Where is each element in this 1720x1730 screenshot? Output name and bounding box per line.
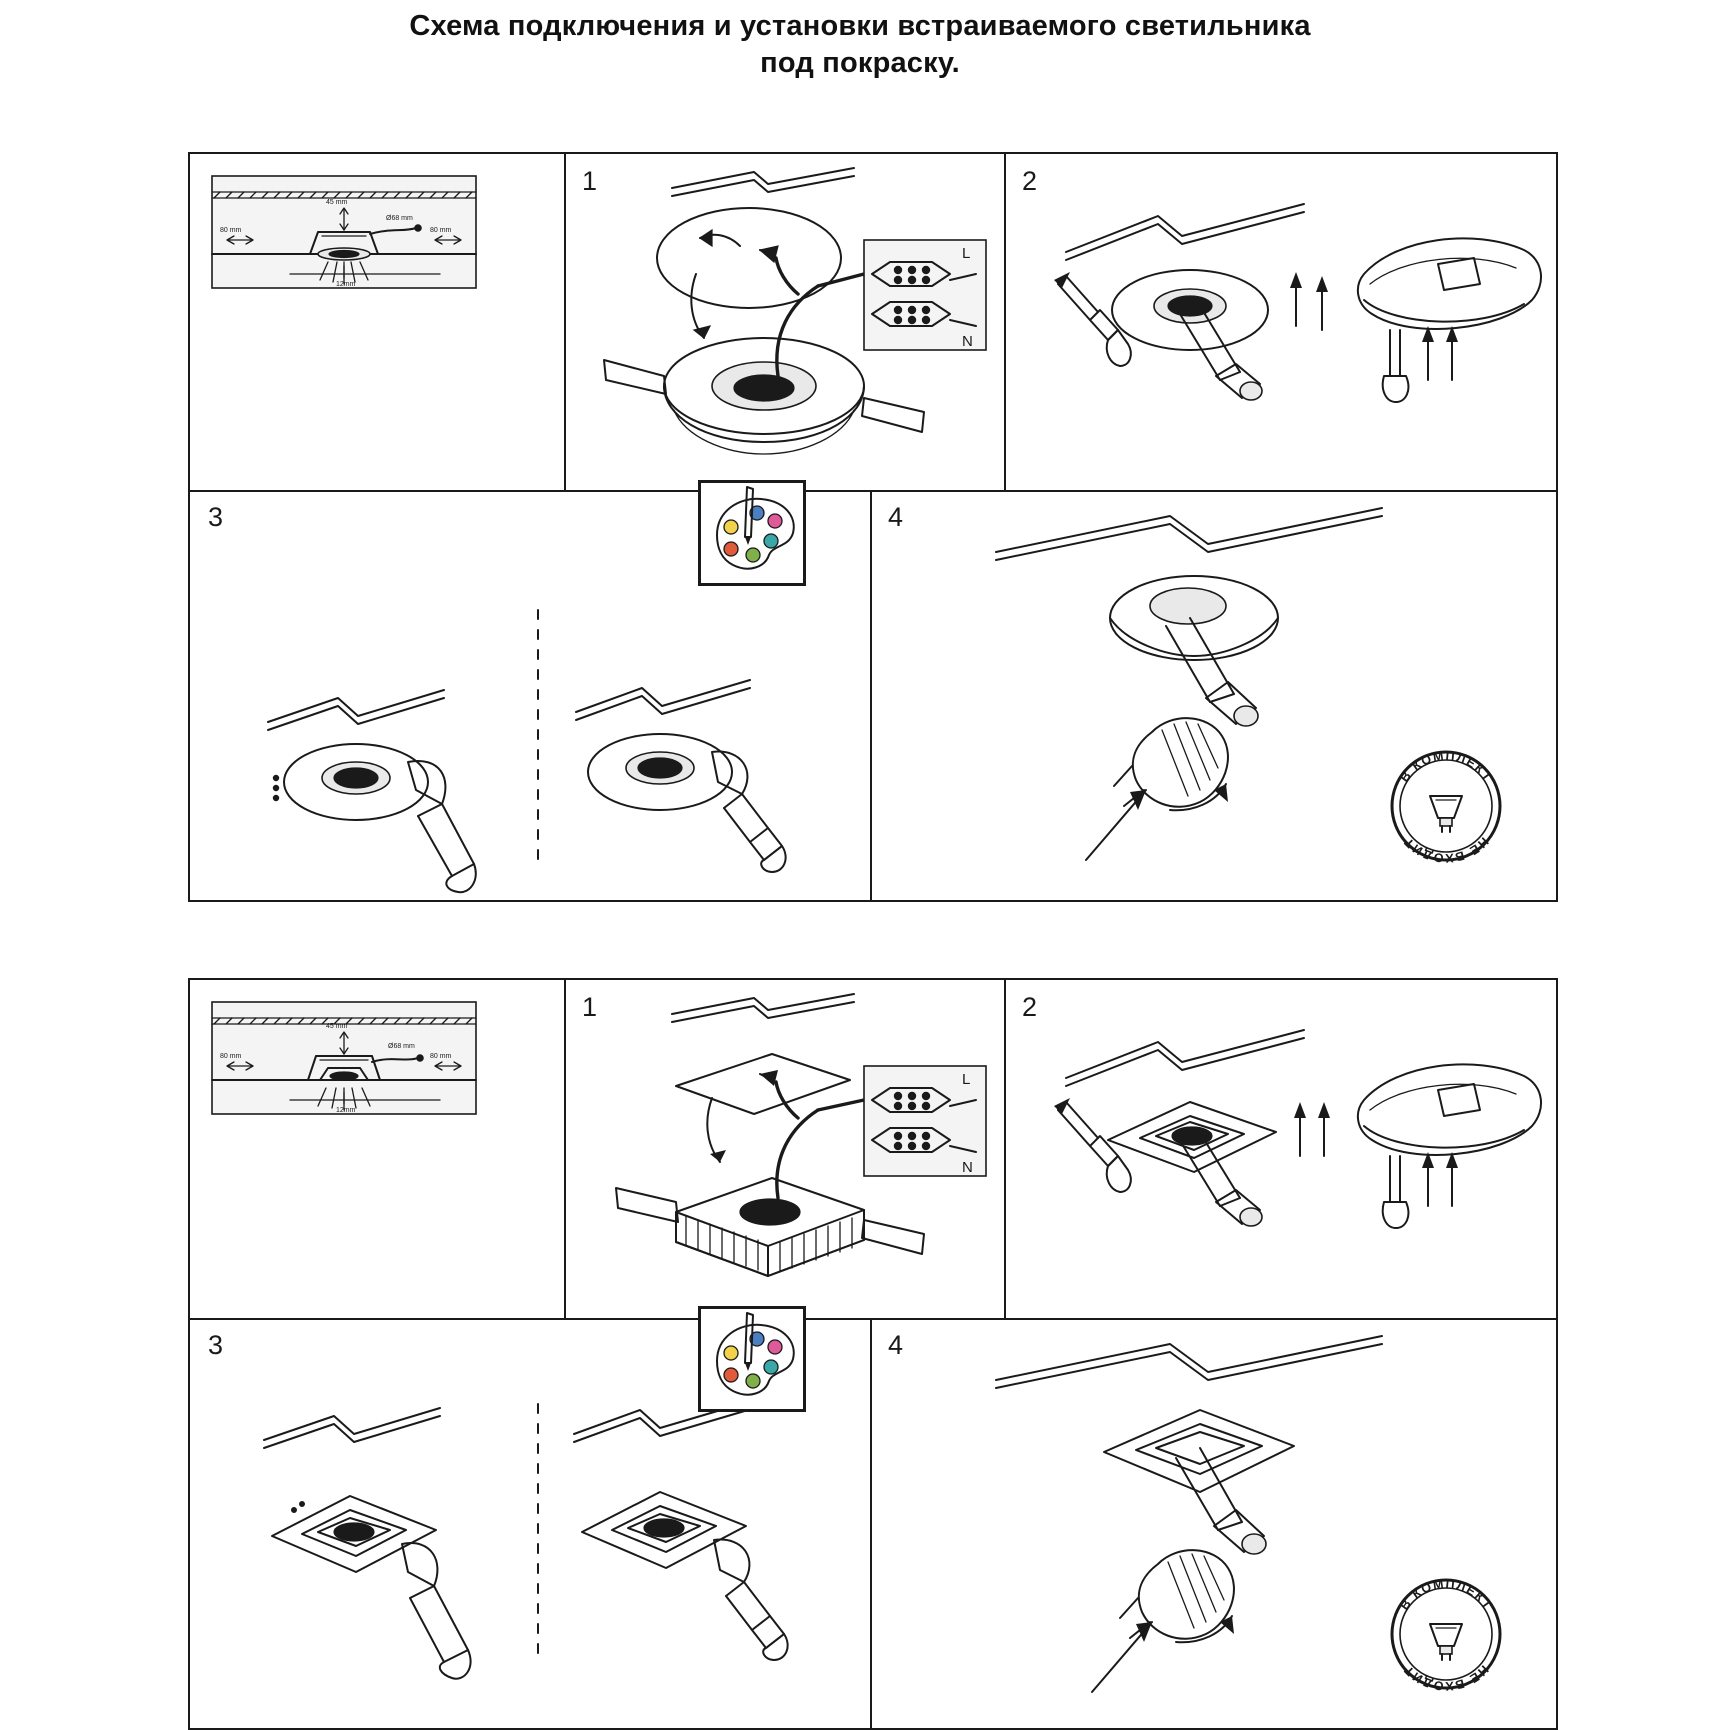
spatula-grip-square — [1383, 1202, 1409, 1228]
paint-brush-bristles-square — [714, 1540, 749, 1582]
ceiling-hole-square — [676, 1054, 850, 1114]
cell-step-1-square — [564, 980, 1004, 1318]
apply-direction-arrows-square — [1422, 1152, 1458, 1206]
terminal-label-neutral-square: N — [962, 1159, 973, 1176]
spring-clip-right — [862, 398, 924, 432]
apply-direction-arrows — [1422, 326, 1458, 380]
paint-dots-left — [273, 775, 278, 800]
spatula-grip — [1383, 376, 1409, 402]
putty-knife-handle-left-square — [440, 1650, 471, 1679]
specification-drawing — [190, 154, 564, 490]
spec-label-wall-right: 80 mm — [430, 227, 452, 234]
terminal-label-live-square: L — [962, 1071, 971, 1088]
motion-arrow-left — [694, 326, 710, 338]
step-number-2: 2 — [1022, 166, 1038, 196]
cell-step-1-round — [564, 154, 1004, 490]
lamp-socket-opening-square — [1242, 1534, 1266, 1554]
ceiling-hole — [657, 208, 841, 308]
diagram-square-fixture — [188, 978, 1558, 1730]
diagram-round-fixture — [188, 152, 1558, 902]
sealant-can — [1358, 238, 1541, 329]
rotate-arrow-head — [1214, 784, 1228, 802]
gu10-lamp-reflector-lines-square — [1168, 1554, 1224, 1628]
motion-arrow-left-square — [710, 1150, 726, 1162]
paint-palette-icon-square — [701, 1309, 803, 1409]
stamp-text-bottom-square: НЕ ВХОДИТ — [1400, 1662, 1492, 1694]
terminal-label-neutral: N — [962, 333, 973, 350]
stamp-text-bottom: НЕ ВХОДИТ — [1400, 834, 1492, 866]
sealant-label-square — [1438, 1084, 1480, 1116]
fixture-flush-left-socket — [334, 768, 378, 788]
paint-brush-handle — [750, 828, 782, 860]
lamp-glass-square — [1240, 1208, 1262, 1226]
spec-lamp-center — [329, 251, 359, 258]
tool-grip-square — [1107, 1156, 1131, 1192]
specification-drawing-square — [190, 980, 564, 1318]
paint-dots-left-square — [292, 1502, 305, 1513]
insert-direction-arrows-square — [1294, 1102, 1330, 1156]
putty-knife-handle-left — [446, 864, 475, 892]
cell-step-2-square — [1004, 980, 1556, 1318]
not-included-stamp — [1382, 742, 1510, 870]
spec-label-cutout: Ø68 mm — [386, 215, 413, 222]
sealant-can-square — [1358, 1064, 1541, 1155]
gu10-lamp-square — [1139, 1550, 1234, 1639]
tool-arrow-up — [1054, 272, 1070, 288]
spring-clip-right-square — [862, 1220, 924, 1254]
fixture-square-socket — [740, 1199, 800, 1225]
paint-palette-icon-box-square — [698, 1306, 806, 1412]
step-number-1-square: 1 — [582, 992, 598, 1022]
paint-brush-grip-square — [763, 1634, 787, 1660]
tool-grip — [1107, 330, 1131, 366]
step-number-4-square: 4 — [888, 1330, 904, 1360]
gu10-lamp — [1133, 718, 1228, 807]
fixture-flush-right-square-socket — [644, 1519, 684, 1537]
page-title-line-1: Схема подключения и установки встраиваемого светильника — [409, 10, 1311, 42]
spring-clip-left — [604, 360, 666, 394]
tool-arrow-up-square — [1054, 1098, 1070, 1114]
spec-label-wall-left-square: 80 mm — [220, 1053, 242, 1060]
lamp-gu10-icon — [1430, 796, 1462, 832]
step-number-2-square: 2 — [1022, 992, 1038, 1022]
putty-knife-blade-left-square — [402, 1543, 437, 1586]
cell-specification-square — [190, 980, 564, 1318]
insert-direction-arrows — [1290, 272, 1328, 330]
rotate-arrow-head-square — [1220, 1616, 1234, 1634]
spec-label-depth: 45 mm — [326, 199, 348, 206]
spec-label-height: 12mm — [336, 281, 356, 288]
cell-step-4-round — [870, 490, 1556, 900]
cell-step-4-square — [870, 1318, 1556, 1728]
spec-label-height-square: 12mm — [336, 1107, 356, 1114]
spec-label-cutout-square: Ø68 mm — [388, 1043, 415, 1050]
paint-palette-icon — [701, 483, 803, 583]
sealant-label — [1438, 258, 1480, 290]
page-title-line-2: под покраску. — [760, 47, 960, 80]
step-number-4: 4 — [888, 502, 904, 532]
stamp-text-top: В КОМПЛЕКТ — [1397, 748, 1495, 785]
step-2-drawing-round — [1004, 154, 1556, 490]
paint-brush-grip — [761, 846, 785, 872]
lamp-socket-opening — [1234, 706, 1258, 726]
installed-fixture-step4-inner — [1150, 588, 1226, 624]
step-2-drawing-square — [1004, 980, 1556, 1318]
paint-brush-handle-square — [752, 1616, 784, 1648]
spec-label-depth-square: 45 mm — [326, 1023, 348, 1030]
spring-clip-left-square — [616, 1188, 678, 1222]
lamp-gu10-icon-square — [1430, 1624, 1462, 1660]
cell-specification — [190, 154, 564, 490]
not-included-stamp-square — [1382, 1570, 1510, 1698]
step-number-1: 1 — [582, 166, 598, 196]
cell-step-3-square — [190, 1318, 870, 1728]
step-1-drawing-round — [564, 154, 1004, 490]
stamp-text-top-square: В КОМПЛЕКТ — [1397, 1576, 1495, 1613]
fixture-flush-right-socket — [638, 758, 682, 778]
spec-wire-terminal-square — [417, 1055, 423, 1061]
cell-step-2-round — [1004, 154, 1556, 490]
page-title — [150, 8, 1570, 82]
spec-lamp-center-square — [330, 1072, 358, 1080]
lamp-glass — [1240, 382, 1262, 400]
paint-palette-icon-box — [698, 480, 806, 586]
step-number-3-square: 3 — [208, 1330, 224, 1360]
spec-wire-terminal — [415, 225, 421, 231]
terminal-label-live: L — [962, 245, 971, 262]
gu10-lamp-reflector-lines — [1162, 722, 1218, 796]
fixture-lamp-socket — [734, 375, 794, 401]
step-1-drawing-square — [564, 980, 1004, 1318]
fixture-flush-left-square-socket — [334, 1523, 374, 1541]
spec-label-wall-right-square: 80 mm — [430, 1053, 452, 1060]
cell-step-3-round — [190, 490, 870, 900]
step-number-3: 3 — [208, 502, 224, 532]
spec-label-wall-left: 80 mm — [220, 227, 242, 234]
installed-fixture-step4-square — [1104, 1410, 1294, 1492]
